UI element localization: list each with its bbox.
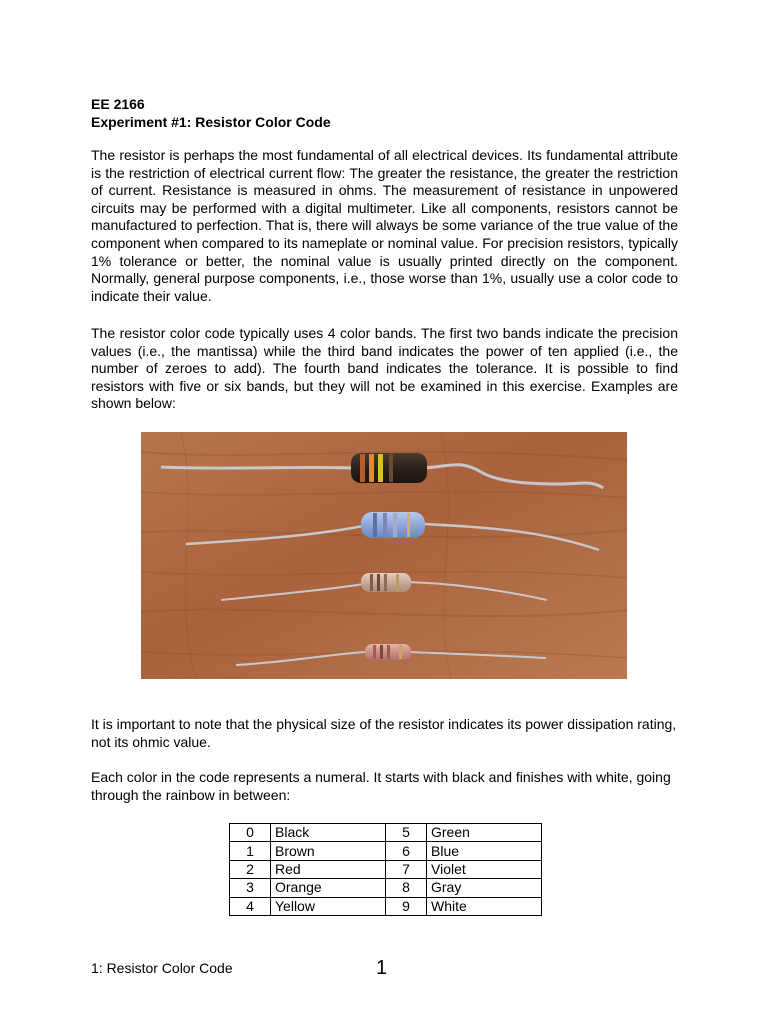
color-cell: Violet — [427, 860, 542, 878]
table-row — [230, 897, 542, 915]
experiment-title: Experiment #1: Resistor Color Code — [91, 114, 331, 130]
color-cell: Red — [271, 860, 386, 878]
digit-cell: 7 — [386, 860, 427, 878]
table-row — [230, 842, 542, 860]
color-cell: Green — [427, 824, 542, 842]
color-cell: Black — [271, 824, 386, 842]
color-cell: Brown — [271, 842, 386, 860]
digit-cell: 9 — [386, 897, 427, 915]
table-row — [230, 860, 542, 878]
digit-cell: 1 — [230, 842, 271, 860]
course-code: EE 2166 — [91, 96, 145, 112]
page-number: 1 — [376, 957, 388, 979]
color-code-paragraph: The resistor color code typically uses 4 color bands. The first two bands indicate the precision values (i.e., the mantissa) while the third band indicates the power of ten applied (i.e., the number of zeroes to add). The fourth band indicates the tolerance. It is possible to find resistors with five or six bands, but they will not be examined in this exercise. Examples are shown below: — [91, 325, 678, 412]
footer-title: 1: Resistor Color Code — [91, 960, 233, 976]
color-cell: White — [427, 897, 542, 915]
digit-cell: 6 — [386, 842, 427, 860]
digit-cell: 8 — [386, 879, 427, 897]
digit-cell: 4 — [230, 897, 271, 915]
color-code-table — [229, 823, 542, 916]
color-cell: Orange — [271, 879, 386, 897]
table-row — [230, 824, 542, 842]
digit-cell: 0 — [230, 824, 271, 842]
digit-cell: 2 — [230, 860, 271, 878]
resistor-photo — [141, 432, 627, 679]
numeral-paragraph: Each color in the code represents a numeral. It starts with black and finishes with white, going through the rainbow in between: — [91, 769, 671, 803]
digit-cell: 3 — [230, 879, 271, 897]
digit-cell: 5 — [386, 824, 427, 842]
table-row — [230, 879, 542, 897]
color-cell: Blue — [427, 842, 542, 860]
color-cell: Gray — [427, 879, 542, 897]
size-note-paragraph: It is important to note that the physical size of the resistor indicates its power dissipation rating, not its ohmic value. — [91, 716, 677, 750]
intro-paragraph: The resistor is perhaps the most fundamental of all electrical devices. Its fundamental attribute is the restriction of electrical current flow: The greater the resistance, the greater the restriction of current. Resistance is measured in ohms. The measurement of resistance in unpowered circuits may be performed with a digital multimeter. Like all components, resistors cannot be manufactured to perfection. That is, there will always be some variance of the true value of the component when compared to its nameplate or nominal value. For precision resistors, typically 1% tolerance or better, the nominal value is usually printed directly on the component. Normally, general purpose components, i.e., those worse than 1%, usually use a color code to indicate their value. — [91, 147, 678, 304]
color-cell: Yellow — [271, 897, 386, 915]
